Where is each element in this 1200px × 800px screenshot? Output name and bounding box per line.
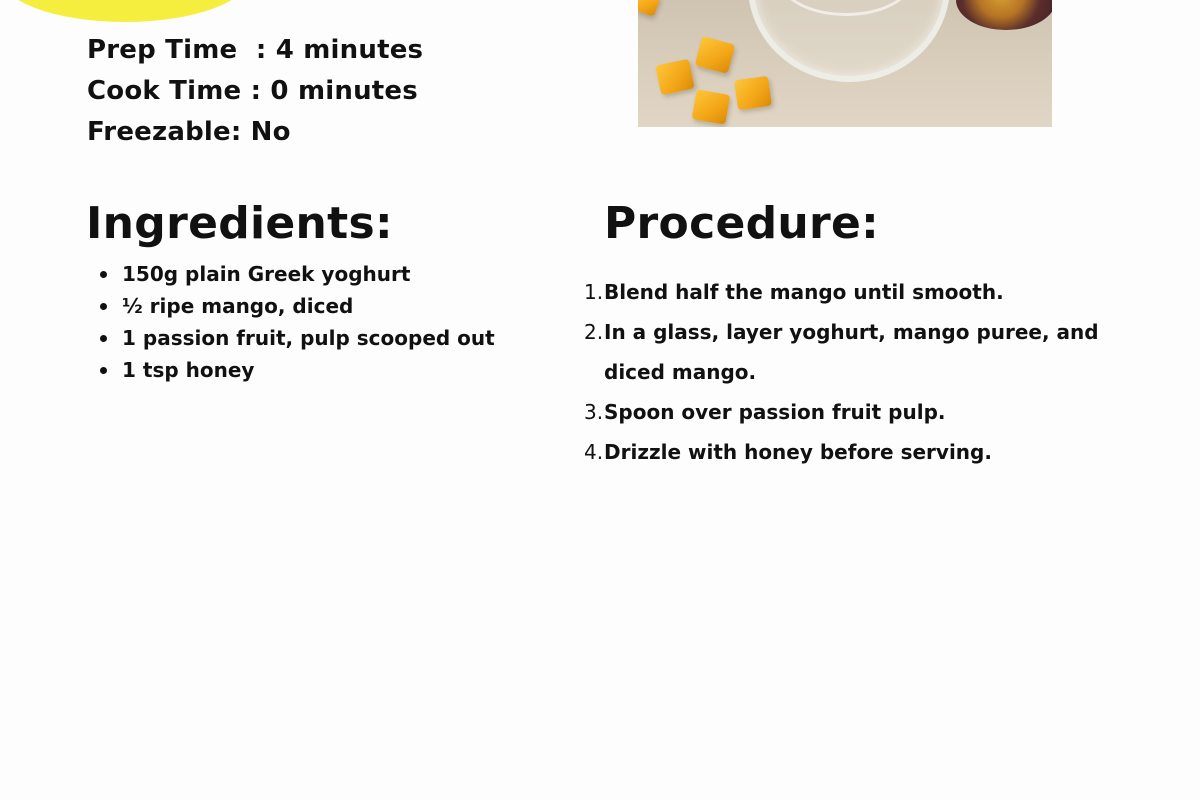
procedure-title: Procedure: — [604, 198, 880, 249]
ingredients-section — [86, 196, 526, 386]
procedure-step — [584, 392, 1164, 432]
step-number: 4. — [584, 440, 604, 464]
ingredient-item — [122, 322, 526, 354]
procedure-step — [584, 432, 1164, 472]
ingredients-list — [86, 258, 526, 386]
bullet-icon — [100, 271, 107, 278]
mango-cube — [734, 76, 772, 110]
step-text: In a glass, layer yoghurt, mango puree, and diced mango. — [604, 320, 1099, 384]
mango-cube — [655, 59, 694, 95]
procedure-list — [584, 272, 1164, 472]
ingredient-text: 1 tsp honey — [122, 358, 255, 382]
step-number: 2. — [584, 320, 604, 344]
mango-cube — [695, 36, 736, 74]
bullet-icon — [100, 303, 107, 310]
procedure-step — [584, 312, 1164, 392]
ingredient-text: 1 passion fruit, pulp scooped out — [122, 326, 495, 350]
bullet-icon — [100, 335, 107, 342]
mango-cube — [638, 0, 661, 17]
ingredient-text: 150g plain Greek yoghurt — [122, 262, 411, 286]
recipe-meta — [87, 30, 423, 153]
freezable: Freezable: No — [87, 117, 291, 147]
bullet-icon — [100, 367, 107, 374]
cook-time: Cook Time : 0 minutes — [87, 76, 418, 106]
prep-time: Prep Time : 4 minutes — [87, 35, 424, 65]
mango-cube — [692, 89, 731, 124]
step-number: 3. — [584, 400, 604, 424]
procedure-step — [584, 272, 1164, 312]
ingredient-item — [122, 354, 526, 386]
ingredient-item — [122, 290, 526, 322]
ingredient-text: ½ ripe mango, diced — [122, 294, 354, 318]
step-text: Spoon over passion fruit pulp. — [604, 400, 946, 424]
ingredient-item — [122, 258, 526, 290]
procedure-section — [584, 196, 1164, 472]
yellow-decoration — [0, 0, 250, 22]
step-number: 1. — [584, 280, 604, 304]
step-text: Drizzle with honey before serving. — [604, 440, 992, 464]
step-text: Blend half the mango until smooth. — [604, 280, 1004, 304]
recipe-photo — [638, 0, 1052, 127]
passion-fruit-shape — [956, 0, 1052, 30]
ingredients-title: Ingredients: — [86, 198, 393, 249]
